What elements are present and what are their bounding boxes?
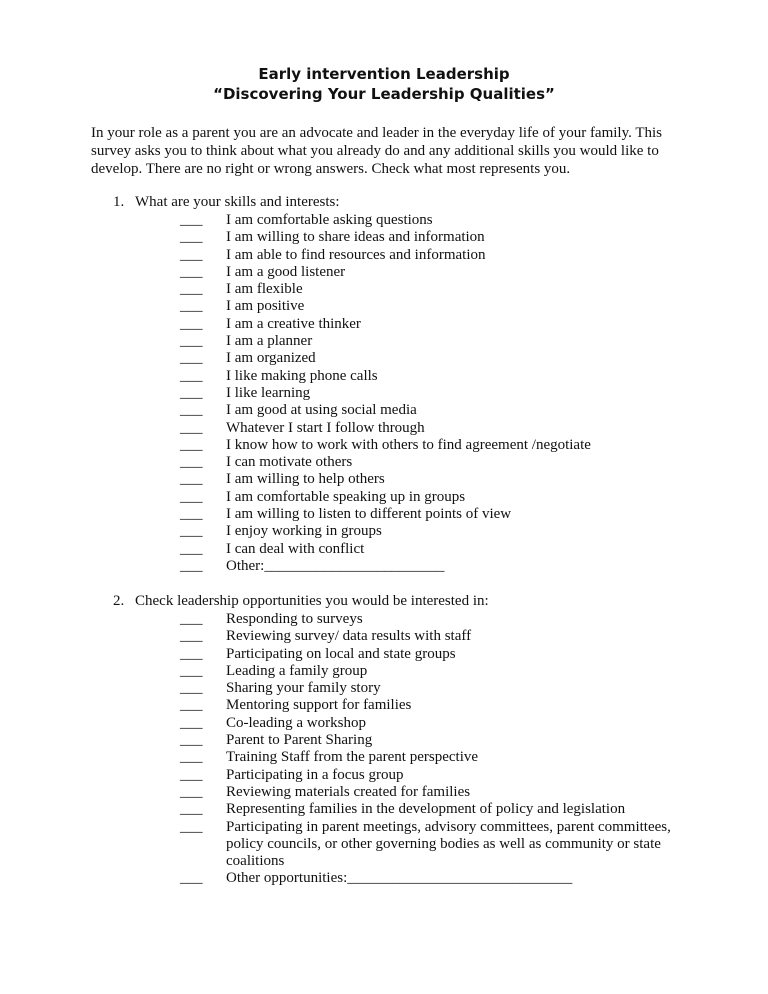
question-1-checklist bbox=[180, 212, 700, 575]
checklist-item-label: I am a planner bbox=[226, 333, 313, 350]
checklist-item-label: I can deal with conflict bbox=[226, 540, 365, 557]
checklist-item bbox=[180, 316, 700, 333]
check-blank[interactable]: ___ bbox=[180, 611, 203, 627]
checklist-item-label: Other opportunities:______________________________ bbox=[226, 870, 573, 887]
checklist-item bbox=[180, 523, 700, 540]
checklist-item-label: I am positive bbox=[226, 298, 305, 315]
check-blank[interactable]: ___ bbox=[180, 454, 203, 471]
checklist-item-label: Whatever I start I follow through bbox=[226, 419, 425, 436]
checklist-item-label: Responding to surveys bbox=[226, 611, 363, 627]
check-blank[interactable]: ___ bbox=[180, 384, 203, 401]
checklist-item bbox=[180, 680, 700, 697]
checklist-item-label: I am organized bbox=[226, 350, 316, 367]
check-blank[interactable]: ___ bbox=[180, 749, 203, 766]
checklist-item-label: I am good at using social media bbox=[226, 402, 417, 419]
checklist-item-label: Parent to Parent Sharing bbox=[226, 732, 373, 749]
check-blank[interactable]: ___ bbox=[180, 870, 203, 887]
checklist-item bbox=[180, 715, 700, 732]
checklist-item bbox=[180, 437, 700, 454]
check-blank[interactable]: ___ bbox=[180, 298, 203, 315]
checklist-item bbox=[180, 229, 700, 246]
check-blank[interactable]: ___ bbox=[180, 333, 203, 350]
checklist-item-label: Mentoring support for families bbox=[226, 697, 412, 714]
checklist-item-label: I like making phone calls bbox=[226, 367, 378, 384]
checklist-item-label: I am able to find resources and information bbox=[226, 246, 486, 263]
checklist-item bbox=[180, 646, 700, 663]
checklist-item-label: Reviewing materials created for families bbox=[226, 783, 471, 800]
checklist-item bbox=[180, 471, 700, 488]
check-blank[interactable]: ___ bbox=[180, 697, 203, 714]
checklist-item-label: Leading a family group bbox=[226, 662, 368, 679]
check-blank[interactable]: ___ bbox=[180, 350, 203, 367]
checklist-item bbox=[180, 663, 700, 680]
check-blank[interactable]: ___ bbox=[180, 714, 203, 731]
checklist-item-label: Reviewing survey/ data results with staff bbox=[226, 628, 472, 645]
checklist-item bbox=[180, 333, 700, 350]
checklist-item bbox=[180, 350, 700, 367]
check-blank[interactable]: ___ bbox=[180, 281, 203, 298]
checklist-item-label: I know how to work with others to find agreement /negotiate bbox=[226, 436, 591, 453]
checklist-item-label: I am a good listener bbox=[226, 263, 346, 280]
checklist-item bbox=[180, 454, 700, 471]
checklist-item bbox=[180, 558, 700, 575]
question-text: Check leadership opportunities you would be interested in: bbox=[135, 593, 489, 609]
question-2-checklist bbox=[180, 611, 700, 888]
checklist-item-label: Representing families in the development of policy and legislation bbox=[226, 801, 626, 818]
checklist-item-label: Participating in a focus group bbox=[226, 766, 404, 783]
checklist-item-label: I am willing to share ideas and information bbox=[226, 229, 485, 246]
checklist-item bbox=[180, 420, 700, 437]
checklist-item bbox=[180, 489, 700, 506]
check-blank[interactable]: ___ bbox=[180, 645, 203, 662]
checklist-item-label: I like learning bbox=[226, 384, 311, 401]
checklist-item-label: Training Staff from the parent perspective bbox=[226, 749, 479, 766]
checklist-item bbox=[180, 506, 700, 523]
checklist-item bbox=[180, 402, 700, 419]
check-blank[interactable]: ___ bbox=[180, 801, 203, 818]
check-blank[interactable]: ___ bbox=[180, 419, 203, 436]
checklist-item-label: I am comfortable asking questions bbox=[226, 212, 433, 228]
checklist-item bbox=[180, 298, 700, 315]
check-blank[interactable]: ___ bbox=[180, 662, 203, 679]
title-line-1: Early intervention Leadership bbox=[258, 65, 510, 83]
question-number: 1. bbox=[113, 194, 125, 210]
check-blank[interactable]: ___ bbox=[180, 783, 203, 800]
checklist-item-label: I am comfortable speaking up in groups bbox=[226, 488, 466, 505]
checklist-item bbox=[180, 819, 700, 871]
checklist-item bbox=[180, 784, 700, 801]
checklist-item bbox=[180, 247, 700, 264]
checklist-item bbox=[180, 801, 700, 818]
checklist-item bbox=[180, 870, 700, 887]
check-blank[interactable]: ___ bbox=[180, 557, 203, 574]
checklist-item bbox=[180, 212, 700, 229]
check-blank[interactable]: ___ bbox=[180, 766, 203, 783]
check-blank[interactable]: ___ bbox=[180, 212, 203, 228]
checklist-item-label: I am willing to listen to different points of view bbox=[226, 506, 512, 523]
checklist-item bbox=[180, 368, 700, 385]
checklist-item-label: Co-leading a workshop bbox=[226, 714, 366, 731]
check-blank[interactable]: ___ bbox=[180, 367, 203, 384]
question-text: What are your skills and interests: bbox=[135, 194, 340, 210]
check-blank[interactable]: ___ bbox=[180, 523, 203, 540]
check-blank[interactable]: ___ bbox=[180, 246, 203, 263]
intro-paragraph: In your role as a parent you are an advocate and leader in the everyday life of your family. This survey asks you to think about what you already do and any additional skills you would like to develop. There are no right or wrong answers. Check what most represents you. bbox=[91, 125, 663, 177]
check-blank[interactable]: ___ bbox=[180, 436, 203, 453]
check-blank[interactable]: ___ bbox=[180, 506, 203, 523]
checklist-item bbox=[180, 541, 700, 558]
checklist-item bbox=[180, 767, 700, 784]
checklist-item-label: I enjoy working in groups bbox=[226, 523, 382, 540]
checklist-item bbox=[180, 611, 700, 628]
checklist-item-label: I am a creative thinker bbox=[226, 315, 361, 332]
check-blank[interactable]: ___ bbox=[180, 732, 203, 749]
question-2 bbox=[113, 593, 713, 610]
check-blank[interactable]: ___ bbox=[180, 540, 203, 557]
check-blank[interactable]: ___ bbox=[180, 402, 203, 419]
check-blank[interactable]: ___ bbox=[180, 315, 203, 332]
checklist-item-label: I can motivate others bbox=[226, 454, 353, 471]
check-blank[interactable]: ___ bbox=[180, 488, 203, 505]
check-blank[interactable]: ___ bbox=[180, 263, 203, 280]
check-blank[interactable]: ___ bbox=[180, 680, 203, 697]
checklist-item-label: Other:________________________ bbox=[226, 557, 445, 574]
question-number: 2. bbox=[113, 593, 125, 609]
checklist-item bbox=[180, 697, 700, 714]
checklist-item-label: Sharing your family story bbox=[226, 680, 381, 697]
checklist-item-label: I am flexible bbox=[226, 281, 303, 298]
check-blank[interactable]: ___ bbox=[180, 229, 203, 246]
title-line-2: “Discovering Your Leadership Qualities” bbox=[213, 85, 555, 103]
document-title bbox=[0, 64, 768, 104]
checklist-item bbox=[180, 749, 700, 766]
checklist-item-label: Participating in parent meetings, advisory committees, parent committees, policy councils, or other governing bodies as well as community or state coalitions bbox=[226, 818, 671, 870]
checklist-item bbox=[180, 732, 700, 749]
check-blank[interactable]: ___ bbox=[180, 628, 203, 645]
checklist-item bbox=[180, 628, 700, 645]
check-blank[interactable]: ___ bbox=[180, 818, 203, 835]
check-blank[interactable]: ___ bbox=[180, 471, 203, 488]
checklist-item bbox=[180, 385, 700, 402]
checklist-item bbox=[180, 264, 700, 281]
checklist-item bbox=[180, 281, 700, 298]
checklist-item-label: I am willing to help others bbox=[226, 471, 385, 488]
question-1 bbox=[113, 194, 713, 211]
checklist-item-label: Participating on local and state groups bbox=[226, 645, 456, 662]
